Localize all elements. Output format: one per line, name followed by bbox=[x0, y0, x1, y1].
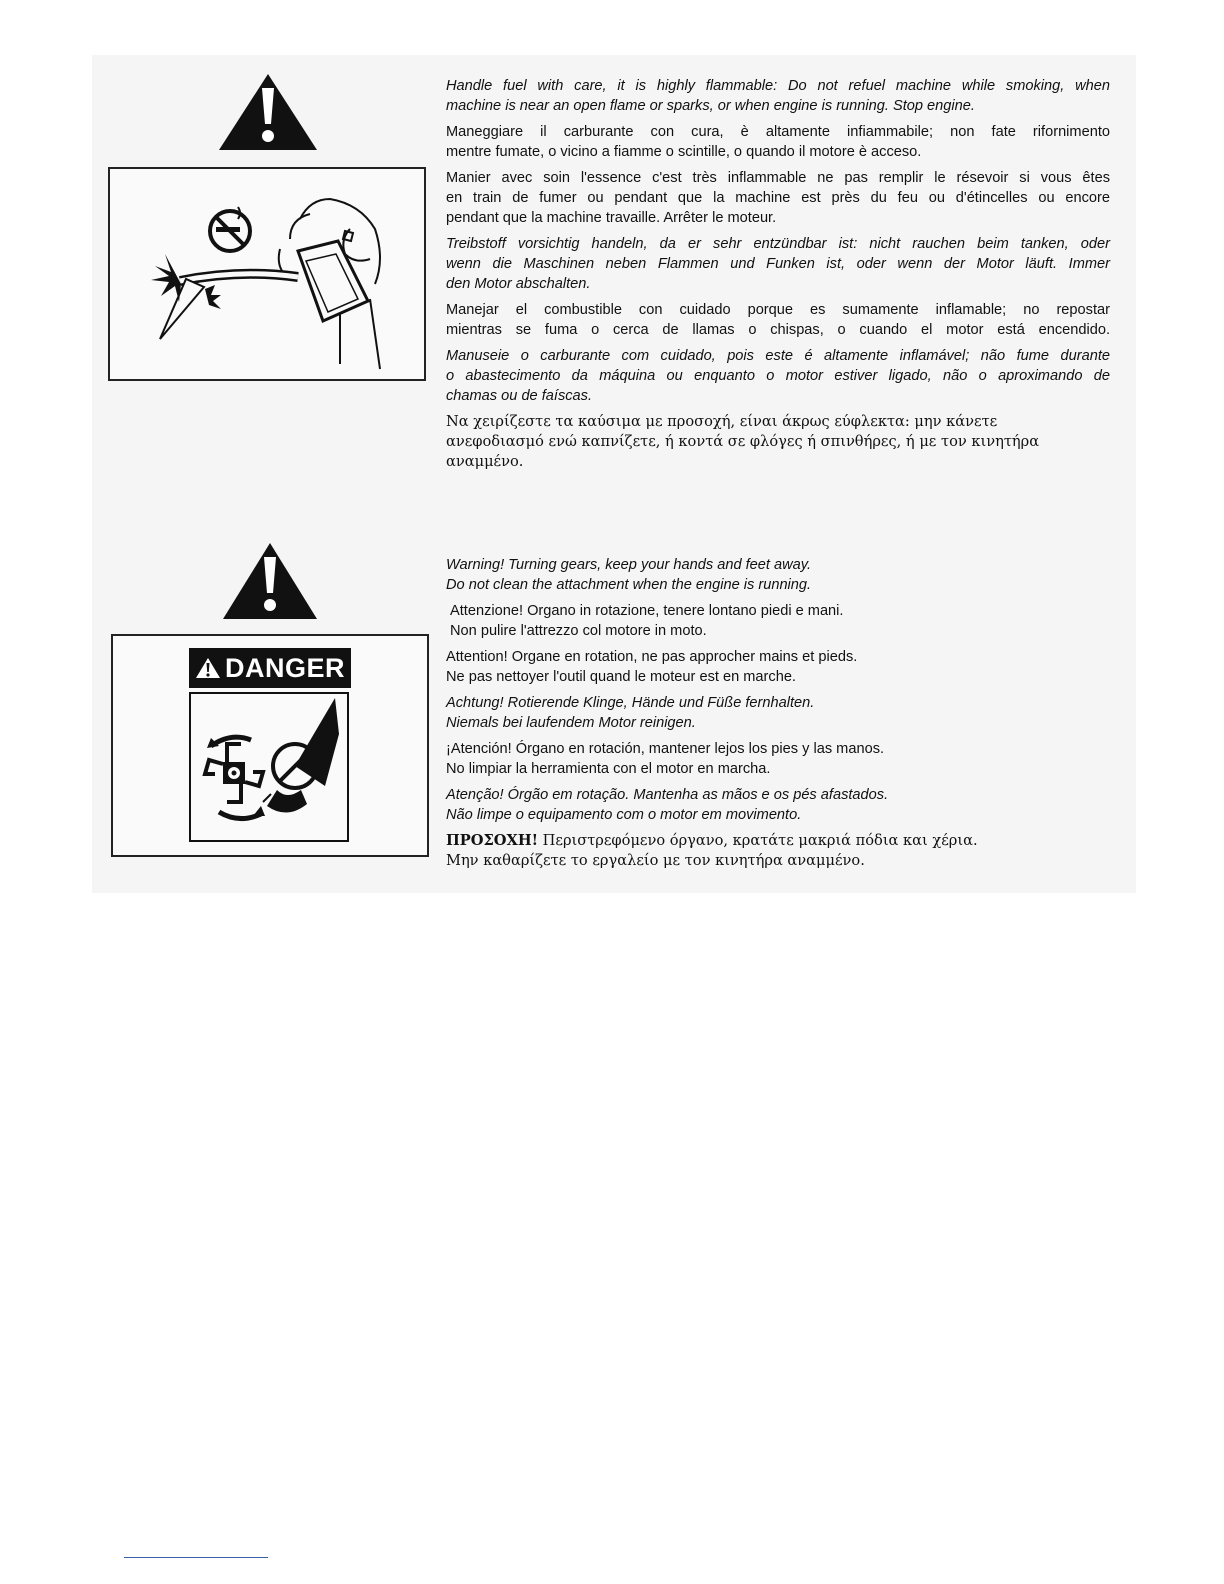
warning-triangle-icon bbox=[221, 541, 319, 621]
no-smoking-icon bbox=[210, 207, 250, 251]
danger-label: DANGER bbox=[224, 652, 345, 683]
fuel-warning-text bbox=[446, 76, 1110, 478]
fuel-warning-el: Να χειρίζεστε τα καύσιμα με προσοχή, είναι άκρως εύφλεκτα: μην κάνετε ανεφοδιασμό ενώ καπνίζετε, ή κοντά σε φλόγες ή σπινθήρες, ή με τον κινητήρα αναμμένο. bbox=[446, 413, 1040, 470]
gears-warning-pt: Atenção! Órgão em rotação. Mantenha as mãos e os pés afastados. Não limpe o equipamento com o motor em movimento. bbox=[446, 787, 889, 823]
danger-banner bbox=[189, 648, 351, 688]
gears-warning-es: ¡Atención! Órgano en rotación, mantener lejos los pies y las manos. No limpiar la herramienta con el motor en marcha. bbox=[446, 741, 885, 777]
fuel-warning-de: Treibstoff vorsichtig handeln, da er sehr entzündbar ist: nicht rauchen beim tanken, oder wenn die Maschinen neben Flammen und Funken ist, oder wenn der Motor läuft. Immer den Motor abschalten. bbox=[446, 236, 1110, 292]
danger-rotating-gears-label bbox=[111, 634, 429, 857]
fuel-warning-pt: Manuseie o carburante com cuidado, pois este é altamente inflamável; não fume durante o abastecimento da máquina ou enquanto o motor estiver ligado, não o aproximando de chamas ou de faíscas. bbox=[446, 348, 1110, 404]
gears-warning-text bbox=[446, 555, 1110, 877]
fuel-warning-it: Maneggiare il carburante con cura, è altamente infiammabile; non fate rifornimento mentre fumate, o vicino a fiamme o scintille, o quando il motore è acceso. bbox=[446, 124, 1110, 160]
gears-warning-fr: Attention! Organe en rotation, ne pas approcher mains et pieds. Ne pas nettoyer l'outil quand le moteur est en marche. bbox=[446, 649, 858, 685]
gears-warning-en: Warning! Turning gears, keep your hands and feet away. Do not clean the attachment when the engine is running. bbox=[446, 557, 812, 593]
warning-triangle-icon bbox=[195, 657, 221, 679]
gears-warning-el: ΠΡΟΣΟΧΗ! Περιστρεφόμενο όργανο, κρατάτε μακριά πόδια και χέρια. Μην καθαρίζετε το εργαλείο με τον κινητήρα αναμμένο. bbox=[446, 832, 978, 869]
warning-triangle-icon bbox=[217, 72, 319, 152]
fuel-warning-fr: Manier avec soin l'essence c'est très inflammable ne pas remplir le résevoir si vous êtes en train de fumer ou pendant que la machine est près du feu ou d'étincelles ou encore pendant que la machine travaille. Arrêter le moteur. bbox=[446, 170, 1110, 226]
fuel-warning-en: Handle fuel with care, it is highly flammable: Do not refuel machine while smoking, when machine is near an open flame or sparks, or when engine is running. Stop engine. bbox=[446, 78, 1110, 114]
fuel-warning-es: Manejar el combustible con cuidado porque es sumamente inflamable; no repostar mientras se fuma o cerca de llamas o chispas, o cuando el motor está encendido. bbox=[446, 302, 1110, 338]
footnote-separator bbox=[124, 1557, 268, 1558]
rotating-gears-pictogram bbox=[189, 692, 349, 842]
gears-warning-it: Attenzione! Organo in rotazione, tenere lontano piedi e mani. Non pulire l'attrezzo col motore in moto. bbox=[450, 603, 844, 639]
greek-warning-prefix: ΠΡΟΣΟΧΗ! bbox=[446, 832, 539, 849]
gears-warning-de: Achtung! Rotierende Klinge, Hände und Füße fernhalten. Niemals bei laufendem Motor reinigen. bbox=[446, 695, 815, 731]
refuelling-no-smoking-pictogram bbox=[108, 167, 426, 381]
